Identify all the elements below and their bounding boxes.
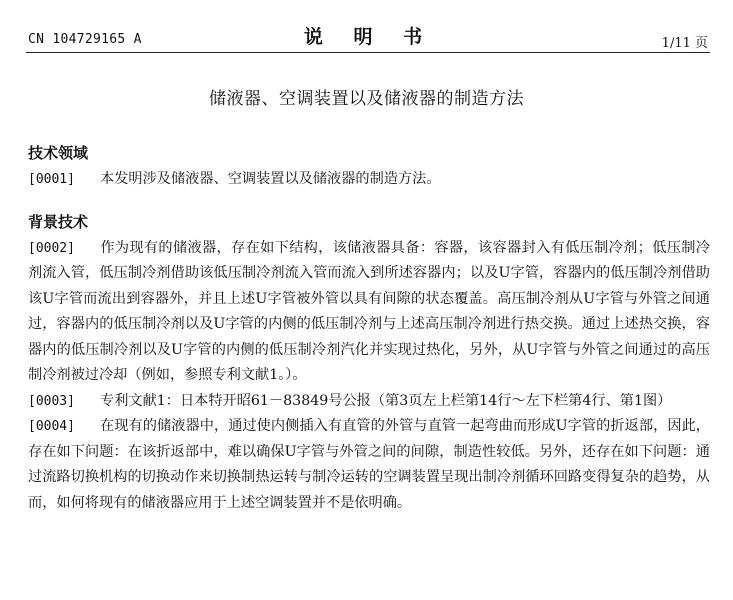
paragraph-number: [0002] [28, 240, 75, 256]
paragraph-0002 [28, 236, 710, 389]
document-type: 说 明 书 [303, 26, 435, 48]
header-rule [26, 52, 710, 53]
section-heading-technical-field: 技术领域 [28, 144, 89, 162]
paragraph-text: 本发明涉及储液器、空调装置以及储液器的制造方法。 [100, 170, 441, 187]
page-number: 1/11 页 [661, 36, 708, 51]
paragraph-number: [0004] [28, 419, 75, 434]
paragraph-0004 [28, 414, 710, 516]
section-heading-background: 背景技术 [28, 213, 89, 231]
page-header [28, 22, 710, 52]
paragraph-0001 [28, 167, 710, 193]
paragraph-text: 在现有的储液器中，通过使内侧插入有直管的外管与直管一起弯曲而形成U字管的折返部，因此，存在如下问题：在该折返部中，难以确保U字管与外管之间的间隙，制造性较低。另外，还存在如下问题：通过流路切换机构的切换动作来切换制热运转与制冷运转的空调装置呈现出制冷剂循环回路变得复杂的趋势，从而，如何将现有的储液器应用于上述空调装置并不是依明确。 [28, 418, 710, 511]
document-body [28, 141, 710, 516]
paragraph-text: 专利文献1：日本特开昭61－83849号公报（第3页左上栏第14行～左下栏第4行、第1图） [100, 392, 672, 409]
paragraph-number: [0001] [28, 171, 75, 187]
paragraph-0003 [28, 389, 710, 415]
publication-number: CN 104729165 A [28, 32, 142, 47]
paragraph-number: [0003] [28, 393, 75, 409]
document-title: 储液器、空调装置以及储液器的制造方法 [209, 89, 524, 109]
paragraph-text: 作为现有的储液器，存在如下结构，该储液器具备：容器，该容器封入有低压制冷剂；低压制冷剂流入管，低压制冷剂借助该低压制冷剂流入管而流入到所述容器内；以及U字管，容器内的低压制冷剂借助该U字管而流出到容器外，并且上述U字管被外管以具有间隙的状态覆盖。高压制冷剂从U字管与外管之间通过，容器内的低压制冷剂以及U字管的内侧的低压制冷剂与上述高压制冷剂进行热交换。通过上述热交换，容器内的低压制冷剂以及U字管的内侧的低压制冷剂汽化并实现过热化，另外，从U字管与外管之间通过的高压制冷剂被过冷却（例如，参照专利文献1。）。 [28, 239, 710, 383]
